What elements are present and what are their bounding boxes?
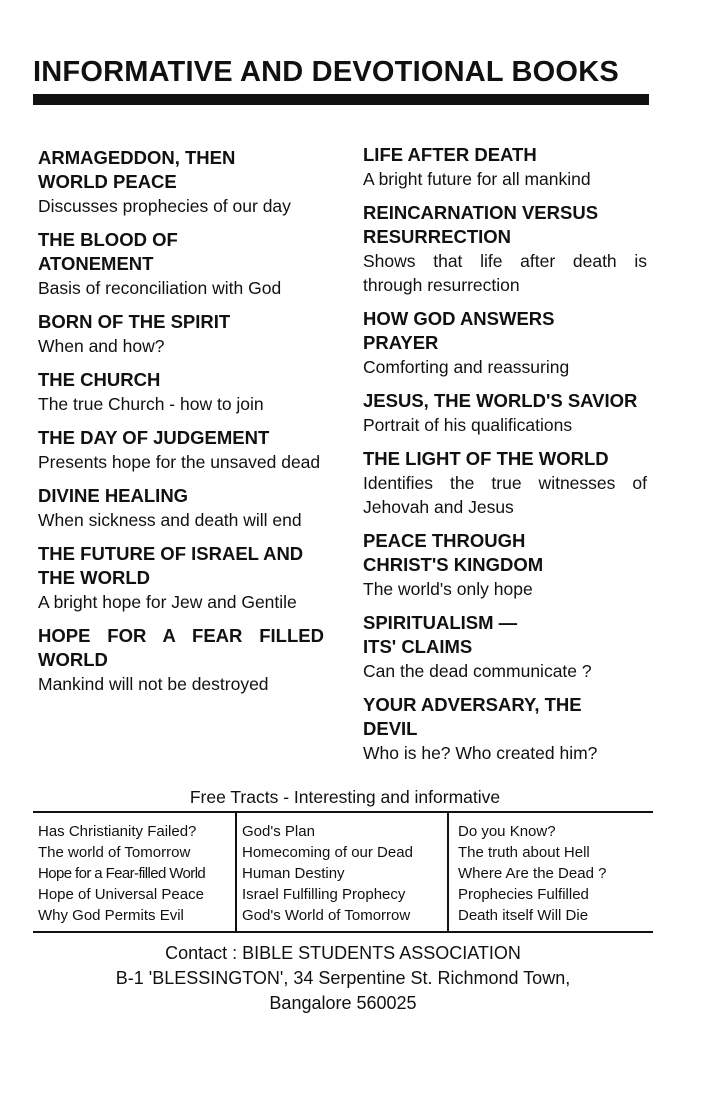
tracts-column — [33, 813, 235, 931]
book-entry — [363, 447, 653, 519]
book-title: JESUS, THE WORLD'S SAVIOR — [363, 390, 638, 411]
book-title: BORN OF THE SPIRIT — [38, 311, 231, 332]
book-entry — [38, 484, 338, 532]
book-entry — [363, 529, 653, 601]
book-entry — [38, 368, 338, 416]
book-title: HOPE FOR A FEAR FILLED WORLD — [38, 625, 324, 670]
book-title: THE LIGHT OF THE WORLD — [363, 448, 609, 469]
tract-item: The truth about Hell — [458, 844, 590, 861]
books-left-column — [38, 146, 338, 706]
book-entry — [363, 201, 653, 297]
book-title: LIFE AFTER DEATH — [363, 144, 537, 165]
tract-item: Hope of Universal Peace — [38, 886, 204, 903]
book-description: When sickness and death will end — [38, 510, 302, 530]
book-entry — [38, 310, 338, 358]
book-title: THE CHURCH — [38, 369, 161, 390]
book-description: The world's only hope — [363, 579, 533, 599]
tracts-heading: Free Tracts - Interesting and informative — [189, 787, 501, 807]
tract-item: The world of Tomorrow — [38, 844, 191, 861]
book-title: YOUR ADVERSARY, THE DEVIL — [363, 694, 582, 739]
books-right-column — [363, 143, 653, 775]
book-description: Comforting and reassuring — [363, 357, 570, 377]
book-entry — [363, 389, 653, 437]
book-entry — [38, 426, 338, 474]
tract-item: Hope for a Fear-filled World — [38, 865, 206, 882]
book-description: A bright hope for Jew and Gentile — [38, 592, 297, 612]
tracts-column — [235, 813, 447, 931]
page-title: INFORMATIVE AND DEVOTIONAL BOOKS — [33, 56, 619, 88]
book-entry — [38, 146, 291, 218]
book-description: Who is he? Who created him? — [363, 743, 598, 763]
book-title: ARMAGEDDON, THEN WORLD PEACE — [38, 147, 236, 192]
book-title: REINCARNATION VERSUS RESURRECTION — [363, 202, 599, 247]
book-description: Discusses prophecies of our day — [38, 196, 291, 216]
book-entry — [363, 693, 653, 765]
contact-block — [33, 941, 653, 1016]
tract-item: Human Destiny — [242, 865, 345, 882]
tract-item: Prophecies Fulfilled — [458, 886, 589, 903]
book-description: Can the dead communicate ? — [363, 661, 592, 681]
book-description: A bright future for all mankind — [363, 169, 591, 189]
book-description: Mankind will not be destroyed — [38, 674, 269, 694]
tract-item: Has Christianity Failed? — [38, 823, 197, 840]
tract-item: God's Plan — [242, 823, 315, 840]
book-description: Portrait of his qualifications — [363, 415, 573, 435]
book-entry — [363, 143, 653, 191]
tract-item: Homecoming of our Dead — [242, 844, 413, 861]
tract-item: Do you Know? — [458, 823, 556, 840]
book-description: Shows that life after death is through resurrection — [363, 251, 647, 295]
book-description: Presents hope for the unsaved dead — [38, 452, 321, 472]
book-title: SPIRITUALISM — ITS' CLAIMS — [363, 612, 518, 657]
book-title: HOW GOD ANSWERS PRAYER — [363, 308, 555, 353]
tract-item: Where Are the Dead ? — [458, 865, 607, 882]
book-entry — [363, 307, 653, 379]
book-title: THE BLOOD OF ATONEMENT — [38, 229, 178, 274]
book-description: The true Church - how to join — [38, 394, 264, 414]
tract-item: God's World of Tomorrow — [242, 907, 411, 924]
title-rule — [33, 94, 649, 105]
tracts-table — [33, 811, 653, 933]
tract-item: Israel Fulfilling Prophecy — [242, 886, 406, 903]
book-entry — [38, 228, 338, 300]
book-title: THE DAY OF JUDGEMENT — [38, 427, 270, 448]
tract-item: Why God Permits Evil — [38, 907, 184, 924]
book-description: Identifies the true witnesses of Jehovah and Jesus — [363, 473, 647, 517]
contact-address: B-1 'BLESSINGTON', 34 Serpentine St. Richmond Town, — [115, 968, 571, 988]
book-title: THE FUTURE OF ISRAEL AND THE WORLD — [38, 543, 304, 588]
book-entry — [363, 611, 653, 683]
book-description: Basis of reconciliation with God — [38, 278, 282, 298]
book-title: DIVINE HEALING — [38, 485, 189, 506]
book-entry — [38, 542, 338, 614]
tract-item: Death itself Will Die — [458, 907, 589, 924]
contact-line: Contact : BIBLE STUDENTS ASSOCIATION — [165, 943, 521, 963]
contact-city: Bangalore 560025 — [269, 993, 417, 1013]
tracts-column — [447, 813, 653, 931]
book-entry — [38, 624, 338, 696]
book-description: When and how? — [38, 336, 165, 356]
book-title: PEACE THROUGH CHRIST'S KINGDOM — [363, 530, 544, 575]
